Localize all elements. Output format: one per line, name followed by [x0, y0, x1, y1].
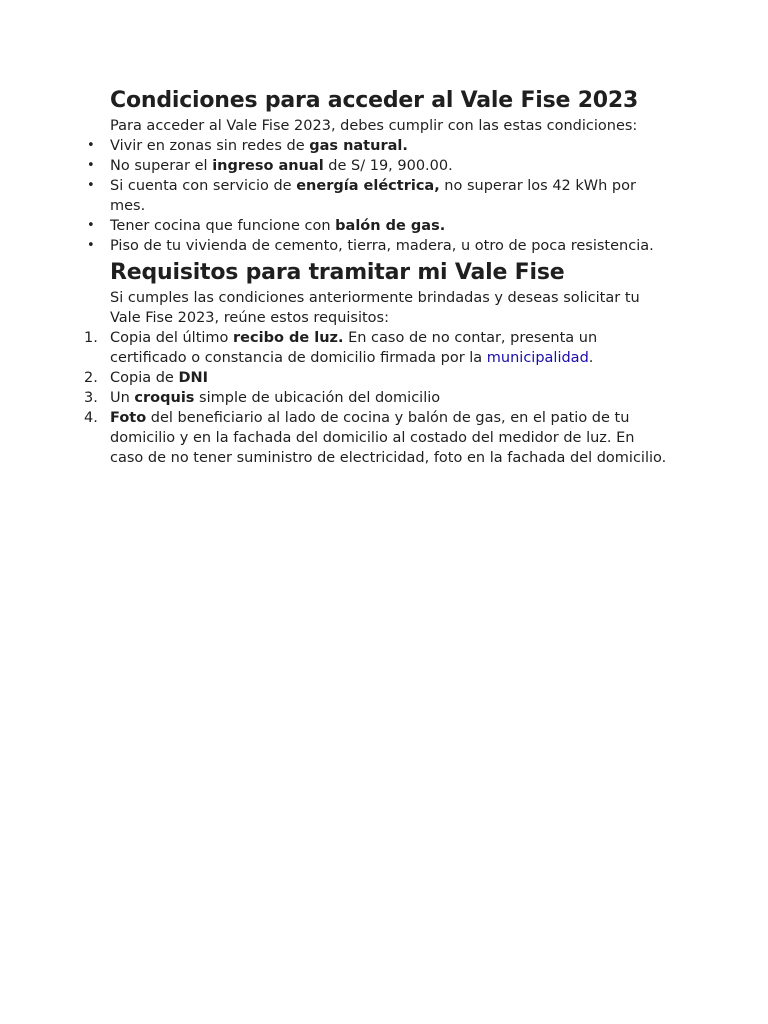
list-item [87, 156, 670, 176]
municipalidad-link[interactable]: municipalidad [486, 350, 589, 366]
item-emphasis: Foto [110, 410, 147, 426]
item-text: No superar el [110, 158, 213, 174]
list-item [87, 236, 670, 256]
item-text: Copia del último [110, 330, 234, 346]
document-content [84, 86, 670, 468]
item-text: Copia de [110, 370, 179, 386]
item-number: 4. [84, 410, 98, 426]
list-item [84, 368, 670, 388]
list-item [87, 176, 670, 216]
conditions-heading: Condiciones para acceder al Vale Fise 2023 [110, 88, 639, 113]
requirements-intro: Si cumples las condiciones anteriormente brindadas y deseas solicitar tu Vale Fise 2023, reúne estos requisitos: [110, 290, 640, 326]
item-text: . [588, 350, 594, 366]
item-emphasis: ingreso anual [212, 158, 324, 174]
bullet-icon: • [87, 158, 95, 173]
item-emphasis: gas natural. [309, 138, 408, 154]
requirements-list [84, 328, 670, 468]
item-text: Tener cocina que funcione con [110, 218, 336, 234]
item-emphasis: DNI [178, 370, 209, 386]
item-number: 2. [84, 370, 98, 386]
conditions-list [87, 136, 670, 256]
bullet-icon: • [87, 138, 95, 153]
item-text: Vivir en zonas sin redes de [110, 138, 310, 154]
item-emphasis: energía eléctrica, [296, 178, 440, 194]
requirements-heading: Requisitos para tramitar mi Vale Fise [110, 260, 565, 285]
item-text: no superar los 42 kWh por mes. [110, 178, 636, 214]
list-item [84, 328, 670, 368]
item-emphasis: balón de gas. [335, 218, 446, 234]
list-item [87, 136, 670, 156]
item-text: de S/ 19, 900.00. [323, 158, 453, 174]
item-emphasis: recibo de luz. [233, 330, 344, 346]
bullet-icon: • [87, 218, 95, 233]
item-text: Si cuenta con servicio de [110, 178, 297, 194]
item-emphasis: croquis [134, 390, 195, 406]
item-text: Piso de tu vivienda de cemento, tierra, madera, u otro de poca resistencia. [110, 238, 654, 254]
bullet-icon: • [87, 238, 95, 253]
list-item [84, 388, 670, 408]
item-text: Un [110, 390, 135, 406]
list-item [84, 408, 670, 468]
list-item [87, 216, 670, 236]
item-text: En caso de no contar, presenta un certificado o constancia de domicilio firmada por la [110, 330, 598, 366]
conditions-intro: Para acceder al Vale Fise 2023, debes cumplir con las estas condiciones: [110, 118, 638, 134]
item-text: simple de ubicación del domicilio [194, 390, 441, 406]
bullet-icon: • [87, 178, 95, 193]
item-number: 1. [84, 330, 98, 346]
item-text: del beneficiario al lado de cocina y balón de gas, en el patio de tu domicilio y en la fachada del domicilio al costado del medidor de luz. En caso de no tener suministro de electricidad, foto en la fachada del domicilio. [110, 410, 667, 466]
item-number: 3. [84, 390, 98, 406]
